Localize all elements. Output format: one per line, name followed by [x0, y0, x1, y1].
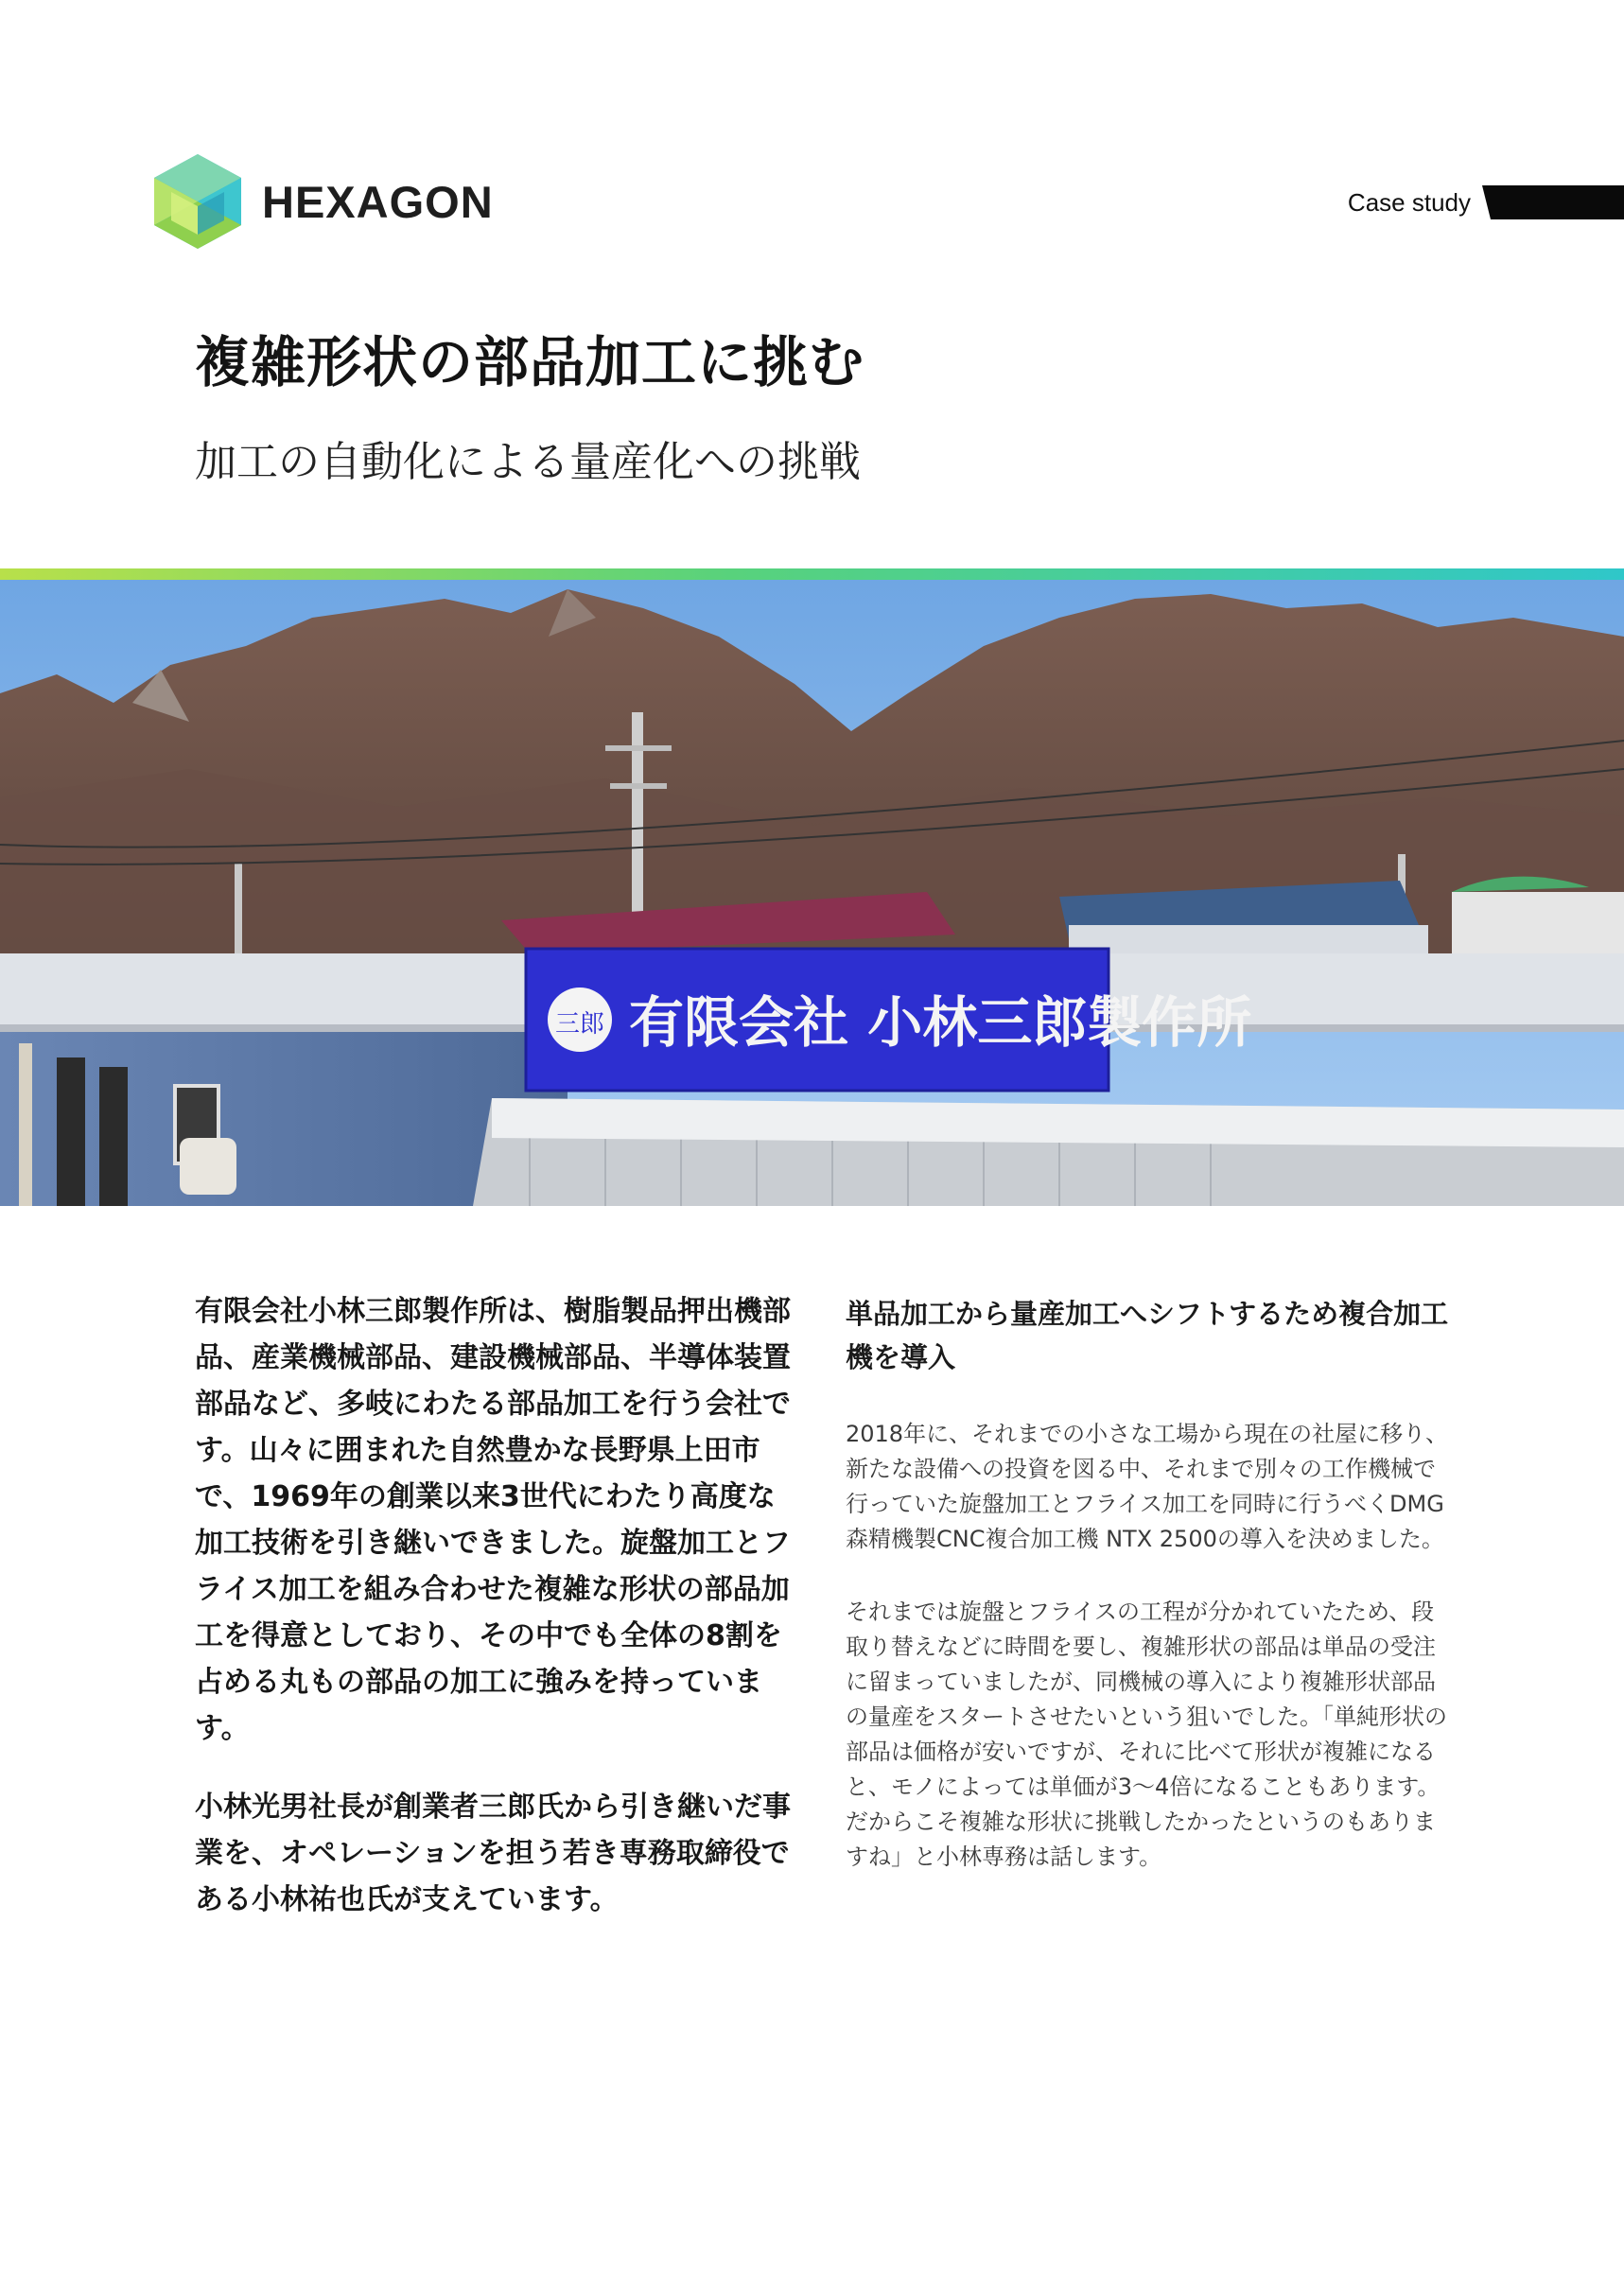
left-paragraph-2: 小林光男社長が創業者三郎氏から引き継いだ事業を、オペレーションを担う若き専務取締役である小林祐也氏が支えています。 — [195, 1791, 791, 1916]
case-study-tag — [1348, 185, 1624, 219]
hero-photo — [0, 580, 1624, 1206]
left-column — [195, 1288, 791, 1955]
page-title: 複雑形状の部品加工に挑む — [195, 330, 865, 394]
hexagon-logo-icon — [154, 154, 241, 249]
case-study-label: Case study — [1347, 187, 1471, 217]
right-column — [846, 1292, 1451, 1913]
factory-illustration — [0, 580, 1624, 1206]
right-heading: 単品加工から量産加工へシフトするため複合加工機を導入 — [846, 1298, 1449, 1373]
left-paragraph-1: 有限会社小林三郎製作所は、樹脂製品押出機部品、産業機械部品、建設機械部品、半導体装置部品など、多岐にわたる部品加工を行う会社です。山々に囲まれた自然豊かな長野県上田市で、1969年の創業以来3世代にわたり高度な加工技術を引き継いできました。旋盤加工とフライス加工を組み合わせた複雑な形状の部品加工を得意としており、その中でも全体の8割を占める丸もの部品の加工に強みを持っています。 — [195, 1295, 791, 1745]
brand-name: HEXAGON — [262, 176, 494, 227]
sign-emblem-text: 三郎 — [554, 1010, 605, 1039]
right-paragraph-1: 2018年に、それまでの小さな工場から現在の社屋に移り、新たな設備への投資を図る中、それまで別々の工作機械で行っていた旋盤加工とフライス加工を同時に行うべくDMG森精機製CNC複合加工機 NTX 2500の導入を決めました。 — [846, 1421, 1449, 1552]
gradient-divider — [0, 568, 1624, 580]
hexagon-logo — [154, 154, 494, 249]
sign-text: 有限会社 小林三郎製作所 — [629, 990, 1252, 1055]
case-study-bar — [1482, 185, 1624, 219]
page-subtitle: 加工の自動化による量産化への挑戦 — [195, 438, 861, 486]
right-paragraph-2: それまでは旋盤とフライスの工程が分かれていたため、段取り替えなどに時間を要し、複雑形状の部品は単品の受注に留まっていましたが、同機械の導入により複雑形状部品の量産をスタートさせたいという狙いでした。「単純形状の部品は価格が安いですが、それに比べて形状が複雑になると、モノによっては単価が3〜4倍になることもあります。だからこそ複雑な形状に挑戦したかったというのもありますね」と小林専務は話します。 — [846, 1599, 1447, 1870]
